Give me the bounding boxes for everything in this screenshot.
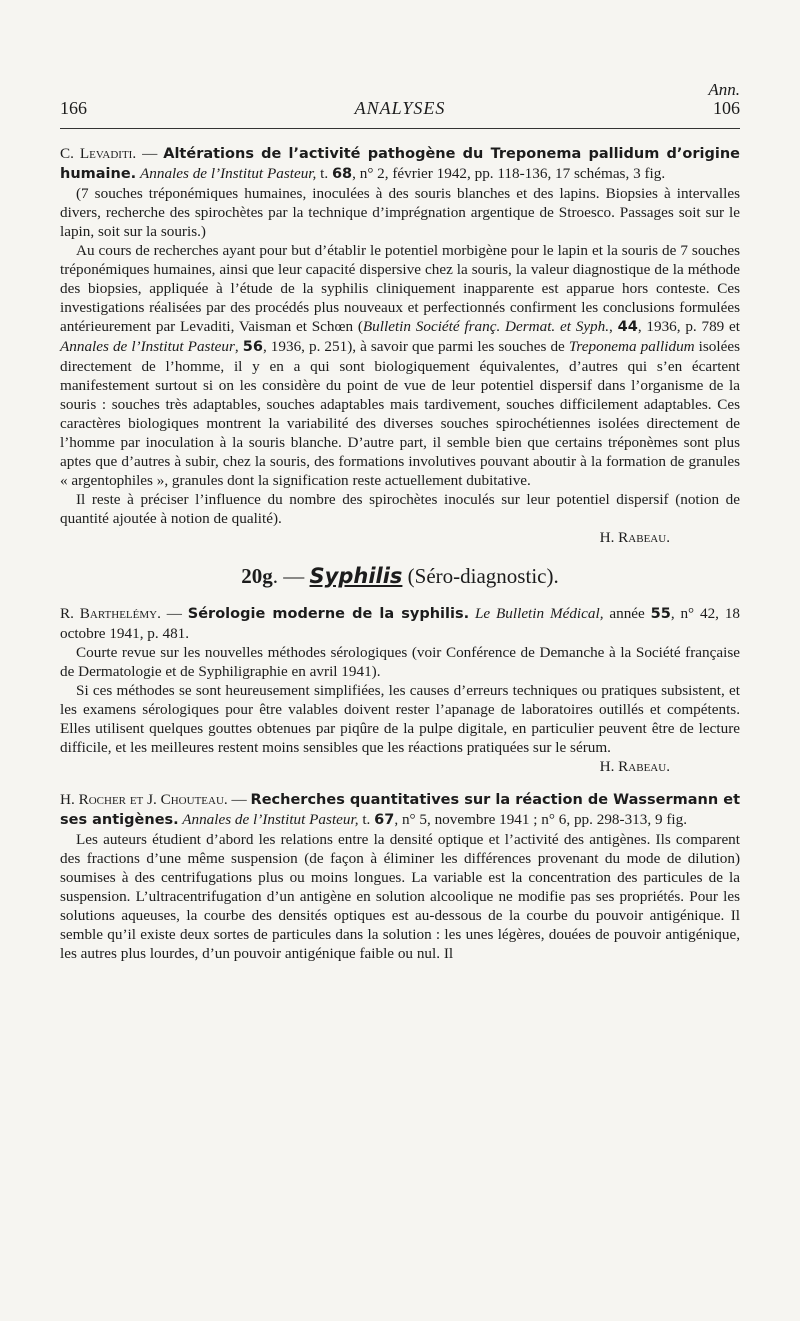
paragraph: (7 souches tréponémiques humaines, inoculées à des souris blanches et des lapins. Biopsies à intervalles divers, recherche des spirochètes par la technique d’imprégnation argentique de Stroesco. Passages soit sur le lapin, soit sur la souris.) — [60, 185, 740, 240]
entry-journal: Annales de l’Institut Pasteur, — [139, 165, 317, 182]
species-name: Treponema pallidum — [568, 338, 695, 355]
entry-author: H. Rocher et J. Chouteau. — [60, 791, 228, 808]
entry-volume: 67 — [374, 812, 395, 828]
signature: H. Rabeau. — [599, 758, 670, 775]
text: Au cours de recherches ayant pour but d’établir le potentiel morbigène pour le lapin et la souris de 7 souches tréponémiques humaines, ainsi que leur capacité dispersive chez la souris, la valeur diagnostique de la méthode des biopsies, appliquée à l’étude de la syphilis cliniquement inapparente est apparue hors conteste. Ces investigations réalisées par des procédés plus nouveaux et perfectionnés confirment les conclusions formulées antérieurement par Levaditi, Vaisman et Schœn ( — [60, 242, 740, 335]
paragraph: Il reste à préciser l’influence du nombre des spirochètes inoculés sur leur potentiel dispersif (notion de quantité ajoutée à notion de qualité). — [60, 491, 740, 527]
section-heading — [60, 564, 740, 588]
citation-volume: 44 — [617, 319, 638, 335]
dash: — — [136, 145, 164, 162]
entry-ref-tail: , n° 2, février 1942, pp. 118-136, 17 schémas, 3 fig. — [352, 165, 666, 182]
section-keyword: Syphilis — [309, 564, 403, 588]
entry-heading — [60, 604, 740, 643]
dash: — — [227, 791, 251, 808]
entry-author: C. Levaditi. — [60, 145, 137, 162]
entry-title: Altérations de l’activité pathogène du Treponema pallidum d’origine humaine. — [60, 146, 741, 182]
entry-ref: t. — [316, 165, 332, 182]
paragraph: Courte revue sur les nouvelles méthodes sérologiques (voir Conférence de Demanche à la Société française de Dermatologie et de Syphiligraphie en avril 1941). — [60, 644, 740, 680]
entry-title: Sérologie moderne de la syphilis. — [187, 606, 470, 622]
page-body — [60, 144, 740, 963]
text: , — [609, 318, 618, 335]
citation-journal: Bulletin Société franç. Dermat. et Syph. — [362, 318, 610, 335]
text: , 1936, p. 789 et — [637, 318, 741, 335]
section-subtitle: (Séro-diagnostic). — [402, 564, 559, 588]
paragraph — [60, 241, 740, 490]
signature: H. Rabeau. — [599, 529, 670, 546]
citation-journal: Annales de l’Institut Pasteur — [60, 338, 235, 355]
text: , 1936, p. 251), à savoir que parmi les souches de — [262, 338, 569, 355]
entry-heading — [60, 144, 740, 184]
entry-author: R. Barthelémy. — [60, 605, 161, 622]
paragraph: Les auteurs étudient d’abord les relations entre la densité optique et l’activité des antigènes. Ils comparent des fractions d’une même suspension (de façon à éliminer les différences provenant du mode de dilution) soumises à des centrifugations plus ou moins longues. La variable est la concentration des particules de la suspension. L’ultracentrifugation d’un antigène en solution alcoolique ne modifie pas ses propriétés. Pour les solutions aqueuses, la courbe des densités optiques est au-dessous de la courbe du pouvoir antigénique. Il semble qu’il existe deux sortes de particules dans la solution : les unes légères, douées de pouvoir antigénique, les autres plus lourdes, d’un pouvoir antigénique faible ou nul. Il — [60, 831, 740, 962]
paragraph: Si ces méthodes se sont heureusement simplifiées, les causes d’erreurs techniques ou pratiques subsistent, et les examens sérologiques pour être valables doivent rester l’apanage de laboratoires outillés et compétents. Elles utilisent quelques gouttes obtenues par piqûre de la pulpe digitale, en particulier peuvent être de lecture difficile, et les meilleures restent moins sensibles que les réactions pratiquées sur le sérum. — [60, 682, 740, 756]
spacer — [60, 776, 740, 790]
running-header — [60, 98, 740, 122]
running-title: ANALYSES — [354, 98, 446, 118]
entry-journal: Annales de l’Institut Pasteur, — [178, 811, 359, 828]
entry-journal: Le Bulletin Médical, — [469, 605, 604, 622]
entry-volume: 68 — [331, 166, 353, 182]
volume-number: 106 — [713, 98, 740, 118]
dash: — — [160, 605, 188, 622]
entry-title: Recherches quantitatives sur la réaction de Wassermann et ses antigènes. — [60, 792, 741, 828]
citation-volume: 56 — [242, 339, 263, 355]
entry-ref: t. — [358, 811, 375, 828]
text: , — [234, 338, 243, 355]
entry-volume: 55 — [650, 606, 671, 622]
header-rule — [60, 128, 740, 129]
entry-heading — [60, 790, 740, 830]
entry-ref-tail: , n° 5, novembre 1941 ; n° 6, pp. 298-313, 9 fig. — [394, 811, 688, 828]
entry-ref: année — [603, 605, 651, 622]
dash: . — — [272, 564, 310, 588]
page-number: 166 — [60, 98, 87, 118]
text: isolées directement de l’homme, il y en a qui sont biologiquement équivalentes, d’autres qui s’en écartent manifestement surtout si on les considère du point de vue de leur potentiel dispersif dans l’organisme de la souris : souches très adaptables, souches adaptables mais tardivement, souches difficilement adaptables. Ces caractères biologiques montrent la variabilité des diverses souches spirochétiennes isolées directement de l’homme par inoculation à la souris blanche. D’autre part, il semble bien que certains tréponèmes sont plus aptes que d’autres à subir, chez la souris, des formations involutives pouvant aboutir à la formation de granules « argentophiles », granules dont la signification reste actuellement dubitative. — [60, 338, 741, 489]
entry-ref-tail: , n° 42, 18 octobre 1941, p. 481. — [60, 605, 741, 642]
volume-note: Ann. — [708, 80, 740, 99]
section-number: 20g — [241, 564, 273, 588]
